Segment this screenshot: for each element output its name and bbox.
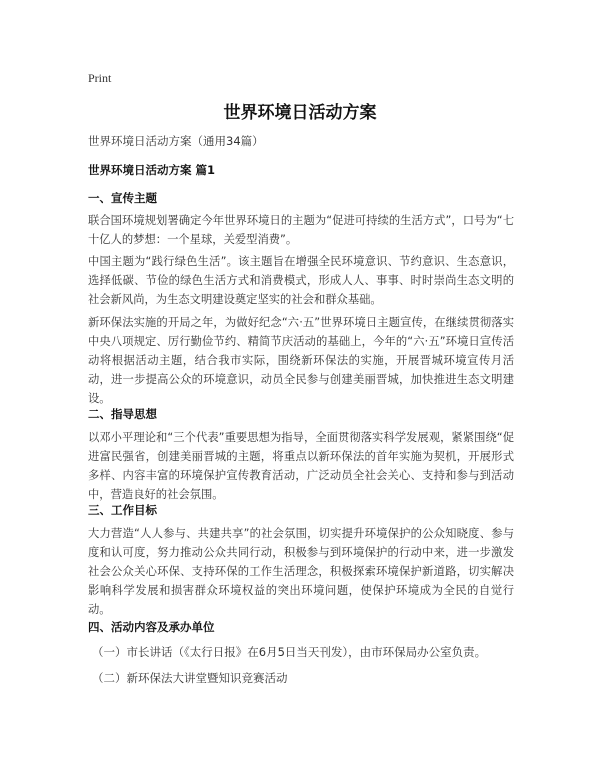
section-heading-activities: 四、活动内容及承办单位 [88,620,215,634]
paragraph-theme-campaign: 新环保法实施的开局之年，为做好纪念“六·五”世界环境日主题宣传，在继续贯彻落实中央八项规定、厉行勤俭节约、精简节庆活动的基础上，今年的“六·五”环境日宣传活动将根据活动主题，结合我市实际，围绕新环保法的实施，开展晋城环境宣传月活动，进一步提高公众的环境意识，动员全民参与创建美丽晋城，加快推进生态文明建设。 [88,316,514,405]
list-item: （二）新环保法大讲堂暨知识竞赛活动 [92,671,288,685]
print-link[interactable]: Print [88,71,112,85]
paragraph-guiding: 以邓小平理论和“三个代表”重要思想为指导，全面贯彻落实科学发展观，紧紧围绕“促进富民强省，创建美丽晋城的主题，将重点以新环保法的首年实施为契机，开展形式多样、内容丰富的环境保护宣传教育活动，广泛动员全社会关心、支持和参与到活动中，营造良好的社会氛围。 [88,431,514,501]
list-item: （一）市长讲话（《太行日报》在6月5日当天刊发），由市环保局办公室负责。 [92,645,487,659]
section-heading-theme: 一、宣传主题 [88,191,157,205]
paragraph-goals: 大力营造“人人参与、共建共享”的社会氛围，切实提升环境保护的公众知晓度、参与度和认可度，努力推动公众共同行动，积极参与到环境保护的行动中来，进一步激发社会公众关心环保、支持环保的工作生活理念，积极探索环境保护新道路，切实解决影响科学发展和损害群众环境权益的突出环境问题，使保护环境成为全民的自觉行动。 [88,527,514,616]
section-heading-goals: 三、工作目标 [88,503,157,517]
section-heading-guiding: 二、指导思想 [88,407,157,421]
document-subtitle: 世界环境日活动方案（通用34篇） [88,134,264,148]
paragraph-theme-un: 联合国环境规划署确定今年世界环境日的主题为“促进可持续的生活方式”，口号为“七十亿人的梦想：一个星球，关爱型消费”。 [88,214,514,246]
chapter-title: 世界环境日活动方案 篇1 [88,163,216,177]
paragraph-theme-china: 中国主题为“践行绿色生活”。该主题旨在增强全民环境意识、节约意识、生态意识，选择低碳、节俭的绿色生活方式和消费模式，形成人人、事事、时时崇尚生态文明的社会新风尚，为生态文明建设奠定坚实的社会和群众基础。 [88,255,514,306]
page-title: 世界环境日活动方案 [223,103,377,123]
